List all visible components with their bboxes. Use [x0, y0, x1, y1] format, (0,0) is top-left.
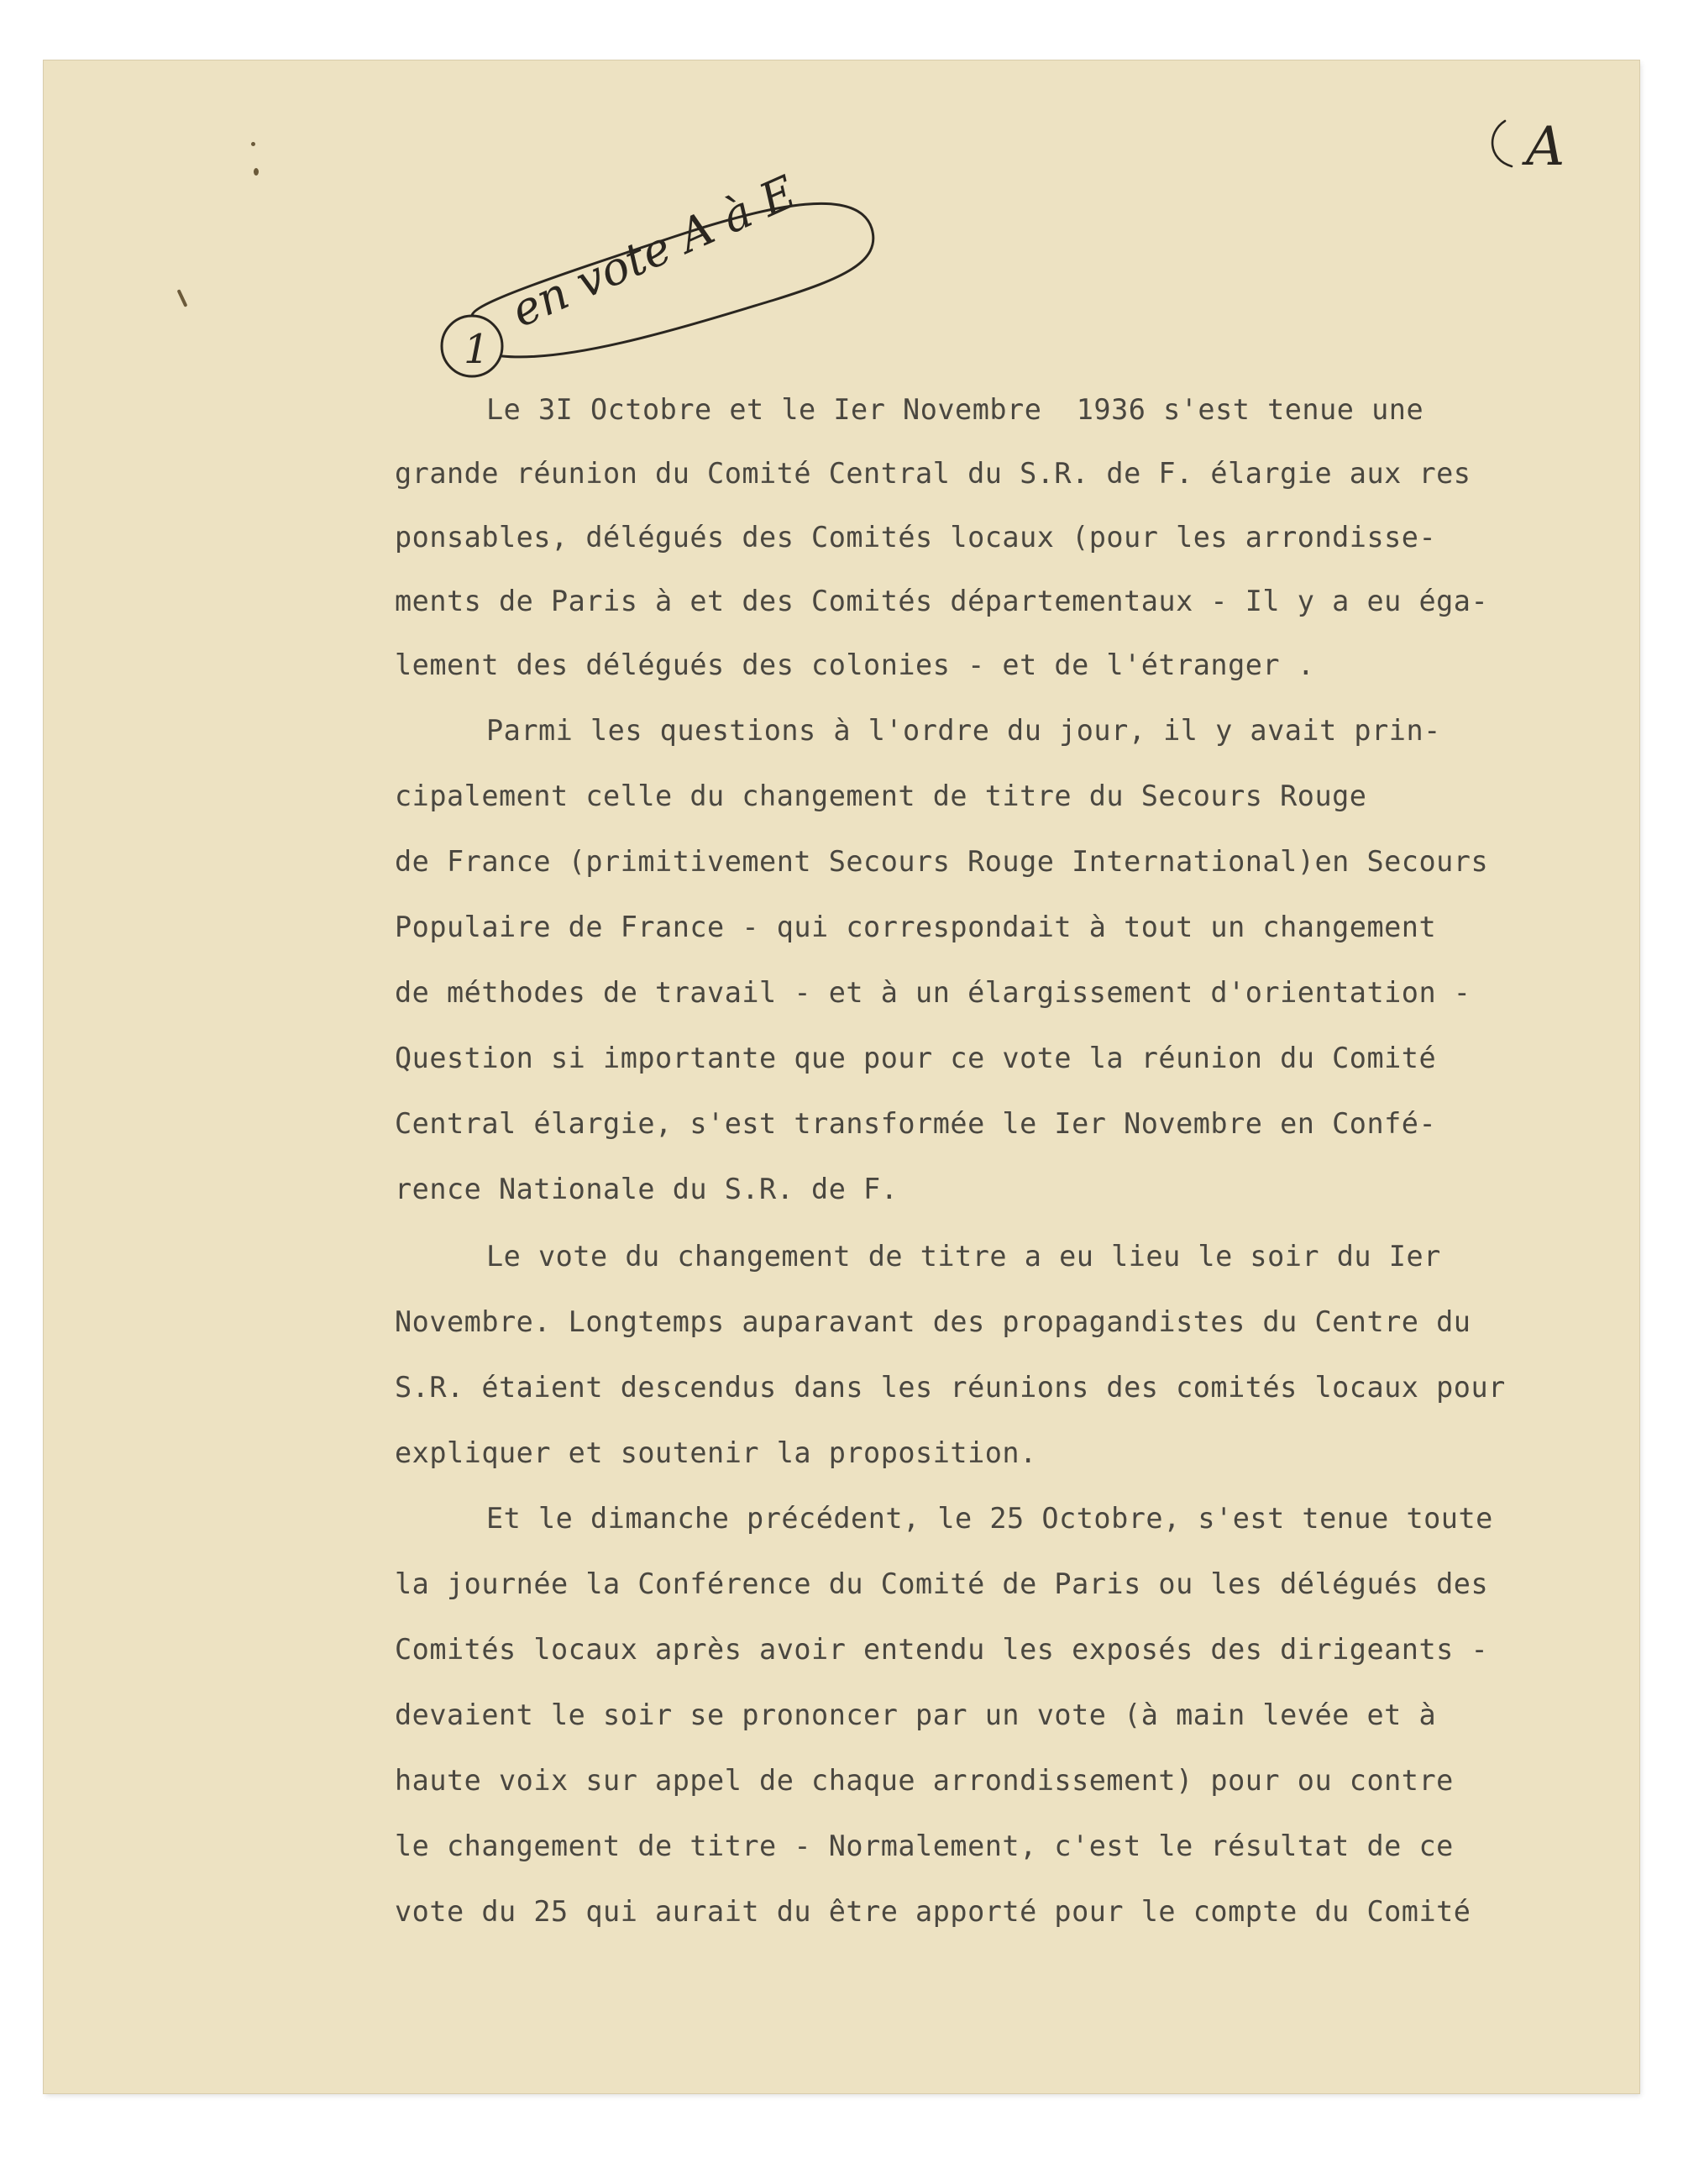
page-marker-label: A	[1526, 116, 1565, 178]
body-line: de méthodes de travail - et à un élargissement d'orientation -	[395, 976, 1471, 1009]
body-line: de France (primitivement Secours Rouge International)en Secours	[395, 845, 1489, 878]
body-line: haute voix sur appel de chaque arrondissement) pour ou contre	[395, 1764, 1454, 1797]
body-line: ponsables, délégués des Comités locaux (pour les arrondisse-	[395, 521, 1437, 554]
body-line: Le vote du changement de titre a eu lieu le soir du Ier	[486, 1240, 1441, 1273]
body-line: Le 3I Octobre et le Ier Novembre 1936 s'est tenue une	[486, 393, 1424, 426]
body-line: Question si importante que pour ce vote la réunion du Comité	[395, 1042, 1437, 1074]
body-line: Et le dimanche précédent, le 25 Octobre, s'est tenue toute	[486, 1502, 1493, 1535]
body-line: Central élargie, s'est transformée le Ier Novembre en Confé-	[395, 1107, 1437, 1140]
body-line: devaient le soir se prononcer par un vote (à main levée et à	[395, 1698, 1437, 1731]
vote-note-number: 1	[464, 326, 490, 373]
body-line: Novembre. Longtemps auparavant des propagandistes du Centre du	[395, 1305, 1471, 1338]
body-line: expliquer et soutenir la proposition.	[395, 1436, 1037, 1469]
body-line: Parmi les questions à l'ordre du jour, il y avait prin-	[486, 714, 1441, 747]
body-line: grande réunion du Comité Central du S.R. de F. élargie aux res	[395, 457, 1471, 490]
body-line: Comités locaux après avoir entendu les exposés des dirigeants -	[395, 1633, 1489, 1666]
body-line: cipalement celle du changement de titre du Secours Rouge	[395, 780, 1367, 812]
body-line: lement des délégués des colonies - et de l'étranger .	[395, 648, 1315, 681]
body-line: Populaire de France - qui correspondait à tout un changement	[395, 911, 1437, 943]
vote-note-text: en vote A à E	[503, 165, 804, 338]
body-line: ments de Paris à et des Comités départementaux - Il y a eu éga-	[395, 585, 1489, 617]
body-line: le changement de titre - Normalement, c'est le résultat de ce	[395, 1830, 1454, 1862]
body-line: la journée la Conférence du Comité de Paris ou les délégués des	[395, 1567, 1489, 1600]
body-line: vote du 25 qui aurait du être apporté pour le compte du Comité	[395, 1895, 1471, 1928]
body-line: rence Nationale du S.R. de F.	[395, 1173, 899, 1205]
document-page	[44, 60, 1639, 2093]
body-line: S.R. étaient descendus dans les réunions des comités locaux pour	[395, 1371, 1506, 1404]
typescript-body	[44, 60, 1639, 2093]
